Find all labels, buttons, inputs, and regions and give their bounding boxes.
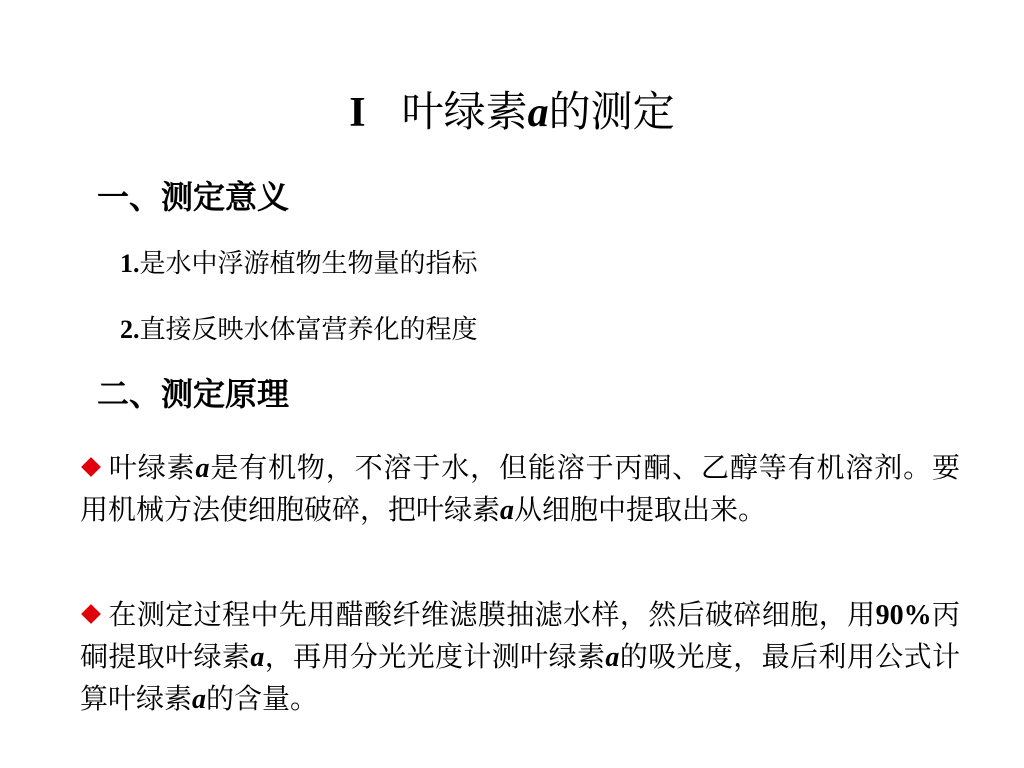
list-item-text: 是水中浮游植物生物量的指标 [139,249,478,279]
paragraph-text: 叶绿素 [108,451,196,484]
list-item-text: 直接反映水体富营养化的程度 [139,315,478,345]
variable-a: a [192,684,207,715]
section-heading-significance: 一、测定意义 [97,178,290,216]
section-heading-principle: 二、测定原理 [97,375,290,413]
title-text-post: 的测定 [548,87,675,136]
variable-a: a [605,642,620,673]
paragraph-text: 在测定过程中先用醋酸纤维滤膜抽滤水样，然后破碎细胞，用 [108,598,876,631]
slide-title [0,84,1024,141]
paragraph-text: 是有机物，不溶于水，但能溶于丙酮、乙醇等有机溶剂。要用机械方法使细胞破碎，把叶绿素 [80,451,960,526]
red-diamond-bullet-icon [80,456,102,478]
paragraph-text: 丙硐提取叶绿素 [80,598,960,673]
title-text-pre: 叶绿素 [401,87,528,136]
variable-a: a [250,642,265,673]
principle-paragraph-1 [80,447,960,531]
list-item-number: 1. [120,249,140,278]
list-item-number: 2. [120,315,140,344]
paragraph-text: 从细胞中提取出来。 [514,493,767,526]
percent-value: 90% [875,600,932,631]
variable-a: a [195,453,210,484]
principle-paragraph-2 [80,594,960,720]
paragraph-text: 的含量。 [206,682,319,715]
title-variable: a [527,90,549,136]
list-item [120,313,478,347]
list-item [120,247,478,281]
paragraph-text: ，再用分光光度计测叶绿素 [264,640,606,673]
variable-a: a [500,495,515,526]
paragraph-text: 的吸光度，最后利用公式计算叶绿素 [80,640,960,715]
title-roman-numeral: I [349,90,366,136]
red-diamond-bullet-icon [80,603,102,625]
